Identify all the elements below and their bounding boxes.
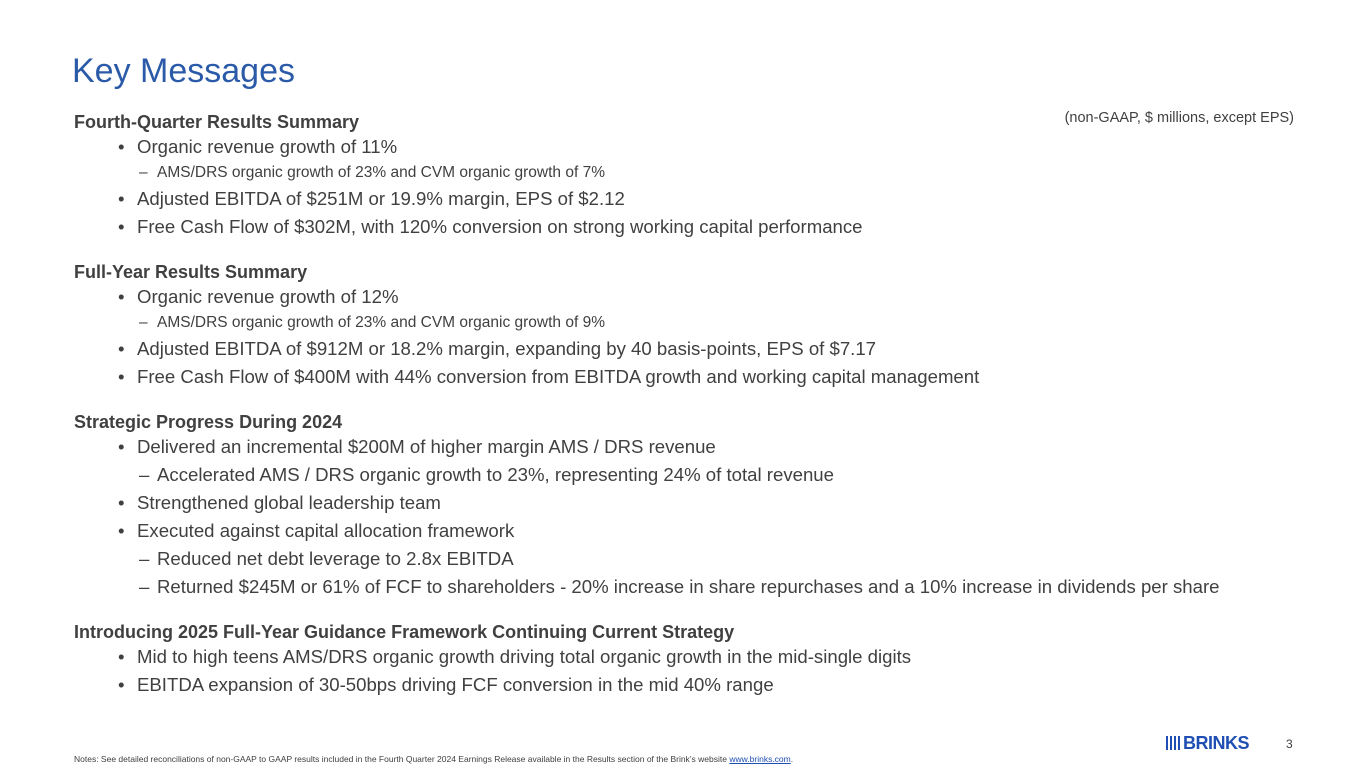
bullet-item: • Free Cash Flow of $302M, with 120% conversion on strong working capital performance xyxy=(74,213,1314,241)
footnote xyxy=(74,754,793,764)
slide-content xyxy=(74,111,1314,719)
bullet-item: • Adjusted EBITDA of $912M or 18.2% margin, expanding by 40 basis-points, EPS of $7.17 xyxy=(74,335,1314,363)
brinks-website-link[interactable]: www.brinks.com xyxy=(729,754,791,764)
bullet-list xyxy=(74,133,1314,241)
section-heading: Introducing 2025 Full-Year Guidance Framework Continuing Current Strategy xyxy=(74,622,735,642)
footnote-text: Notes: See detailed reconciliations of non-GAAP to GAAP results included in the Fourth Quarter 2024 Earnings Release available in the Results section of the Brink’s website xyxy=(74,754,730,764)
sub-bullet-item: – Accelerated AMS / DRS organic growth to 23%, representing 24% of total revenue xyxy=(74,461,1314,489)
sub-bullet-item: – AMS/DRS organic growth of 23% and CVM organic growth of 7% xyxy=(74,161,1314,185)
logo-bars-icon xyxy=(1166,736,1180,750)
logo-wordmark: BRINKS xyxy=(1183,733,1250,753)
page-number: 3 xyxy=(1286,737,1293,751)
slide-title: Key Messages xyxy=(72,52,295,90)
section-heading: Full-Year Results Summary xyxy=(74,262,308,282)
bullet-item: • EBITDA expansion of 30-50bps driving FCF conversion in the mid 40% range xyxy=(74,671,1314,699)
section-heading: Fourth-Quarter Results Summary xyxy=(74,112,360,132)
section-fy-summary xyxy=(74,261,1314,391)
bullet-item: • Free Cash Flow of $400M with 44% conversion from EBITDA growth and working capital management xyxy=(74,363,1314,391)
sub-bullet-item: – Returned $245M or 61% of FCF to shareholders - 20% increase in share repurchases and a 10% increase in dividends per share xyxy=(74,573,1314,601)
bullet-list xyxy=(74,643,1314,699)
sub-bullet-item: – Reduced net debt leverage to 2.8x EBITDA xyxy=(74,545,1314,573)
bullet-item: • Adjusted EBITDA of $251M or 19.9% margin, EPS of $2.12 xyxy=(74,185,1314,213)
bullet-list xyxy=(74,283,1314,391)
bullet-item: • Delivered an incremental $200M of higher margin AMS / DRS revenue xyxy=(74,433,1314,461)
section-strategic-progress xyxy=(74,411,1314,601)
section-2025-guidance xyxy=(74,621,1314,699)
section-heading: Strategic Progress During 2024 xyxy=(74,412,343,432)
bullet-item: • Executed against capital allocation framework xyxy=(74,517,1314,545)
bullet-item: • Organic revenue growth of 11% xyxy=(74,133,1314,161)
section-q4-summary xyxy=(74,111,1314,241)
bullet-list xyxy=(74,433,1314,601)
sub-bullet-item: – AMS/DRS organic growth of 23% and CVM organic growth of 9% xyxy=(74,311,1314,335)
bullet-item: • Strengthened global leadership team xyxy=(74,489,1314,517)
bullet-item: • Mid to high teens AMS/DRS organic growth driving total organic growth in the mid-single digits xyxy=(74,643,1314,671)
footnote-end: . xyxy=(790,754,794,764)
bullet-item: • Organic revenue growth of 12% xyxy=(74,283,1314,311)
brinks-logo xyxy=(1166,734,1249,752)
units-note: (non-GAAP, $ millions, except EPS) xyxy=(1064,110,1294,126)
